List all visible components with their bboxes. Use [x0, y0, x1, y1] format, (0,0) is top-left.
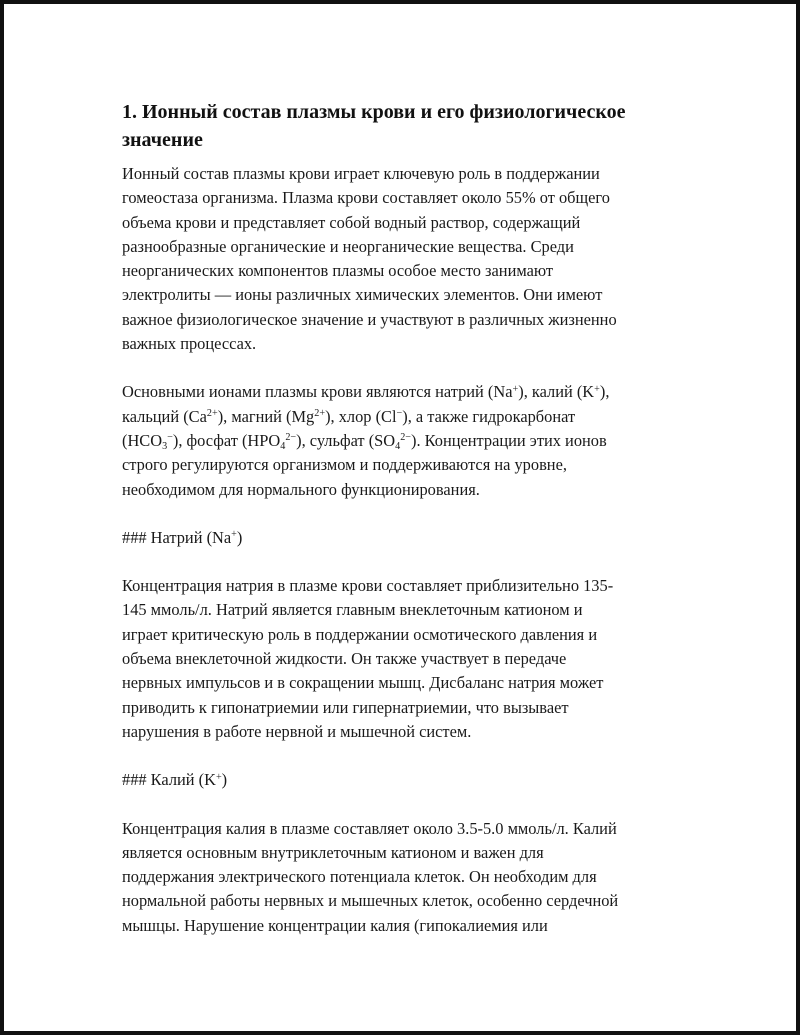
- title-line: 1. Ионный состав плазмы крови и его физиологическое: [122, 101, 626, 123]
- text-line: нарушения в работе нервной и мышечной систем.: [122, 721, 472, 741]
- section-title: [122, 98, 688, 154]
- text-fragment: ), сульфат (SO: [296, 430, 396, 450]
- text-fragment: ### Калий (K: [122, 770, 216, 790]
- text-line: гомеостаза организма. Плазма крови составляет около 55% от общего: [122, 188, 610, 208]
- text-line: необходимом для нормального функционирования.: [122, 479, 480, 499]
- paragraph-intro: [122, 162, 688, 356]
- ion-charge: +: [215, 771, 222, 783]
- ion-charge: 2+: [314, 408, 326, 420]
- title-line: значение: [122, 129, 203, 151]
- ion-subscript: 4: [395, 441, 401, 453]
- text-line: [122, 380, 688, 404]
- text-line: [122, 405, 688, 429]
- text-fragment: ), калий (K: [518, 382, 595, 402]
- text-line: Концентрация натрия в плазме крови составляет приблизительно 135-: [122, 576, 614, 596]
- text-line: важное физиологическое значение и участвуют в различных жизненно: [122, 309, 617, 329]
- text-fragment: ), хлор (Cl: [325, 406, 397, 426]
- text-fragment: ): [221, 770, 228, 790]
- text-fragment: ), магний (Mg: [217, 406, 315, 426]
- text-line: Ионный состав плазмы крови играет ключевую роль в поддержании: [122, 164, 600, 183]
- text-line: Концентрация калия в плазме составляет около 3.5-5.0 ммоль/л. Калий: [122, 818, 617, 838]
- text-fragment: ). Концентрации этих ионов: [411, 430, 607, 450]
- paragraph-potassium: [122, 817, 688, 938]
- text-line: является основным внутриклеточным катионом и важен для: [122, 842, 544, 862]
- ion-subscript: 3: [162, 441, 168, 453]
- ion-charge: −: [396, 408, 403, 420]
- paragraph-sodium: [122, 574, 688, 744]
- text-line: играет критическую роль в поддержании осмотического давления и: [122, 624, 598, 644]
- text-fragment: ),: [599, 382, 610, 402]
- text-line: разнообразные органические и неорганические вещества. Среди: [122, 236, 574, 256]
- text-line: объема крови и представляет собой водный раствор, содержащий: [122, 212, 581, 232]
- text-fragment: ): [236, 527, 243, 547]
- text-fragment: ), а также гидрокарбонат: [402, 406, 576, 426]
- text-line: важных процессах.: [122, 334, 257, 354]
- text-line: неорганических компонентов плазмы особое место занимают: [122, 261, 554, 281]
- text-line: поддержания электрического потенциала клеток. Он необходим для: [122, 867, 597, 887]
- text-fragment: (HCO: [122, 430, 163, 450]
- text-line: 145 ммоль/л. Натрий является главным внеклеточным катионом и: [122, 600, 583, 620]
- text-line: строго регулируются организмом и поддерживаются на уровне,: [122, 455, 567, 475]
- text-fragment: кальций (Ca: [122, 406, 207, 426]
- ion-charge: +: [512, 383, 519, 395]
- subheading-potassium: [122, 768, 688, 792]
- text-line: нормальной работы нервных и мышечных клеток, особенно сердечной: [122, 891, 619, 911]
- text-fragment: ### Натрий (Na: [122, 527, 232, 547]
- ion-charge: +: [231, 529, 237, 541]
- text-line: нервных импульсов и в сокращении мышц. Дисбаланс натрия может: [122, 673, 604, 693]
- ion-subscript: 4: [280, 441, 286, 453]
- ion-charge: −: [167, 432, 173, 444]
- text-line: мышцы. Нарушение концентрации калия (гипокалиемия или: [122, 915, 548, 935]
- text-fragment: ), фосфат (HPO: [172, 430, 281, 450]
- ion-charge: 2−: [400, 432, 411, 444]
- ion-charge: +: [594, 383, 600, 395]
- document-content: [122, 98, 688, 962]
- text-fragment: Основными ионами плазмы крови являются натрий (Na: [122, 382, 513, 402]
- ion-charge: 2−: [285, 432, 297, 444]
- text-line: электролиты — ионы различных химических элементов. Они имеют: [122, 285, 603, 305]
- paragraph-main-ions: [122, 380, 688, 501]
- text-line: объема внеклеточной жидкости. Он также участвует в передаче: [122, 649, 567, 669]
- text-line: приводить к гипонатриемии или гипернатриемии, что вызывает: [122, 697, 569, 717]
- text-line: [122, 429, 688, 453]
- ion-charge: 2+: [206, 408, 218, 420]
- subheading-sodium: [122, 526, 688, 550]
